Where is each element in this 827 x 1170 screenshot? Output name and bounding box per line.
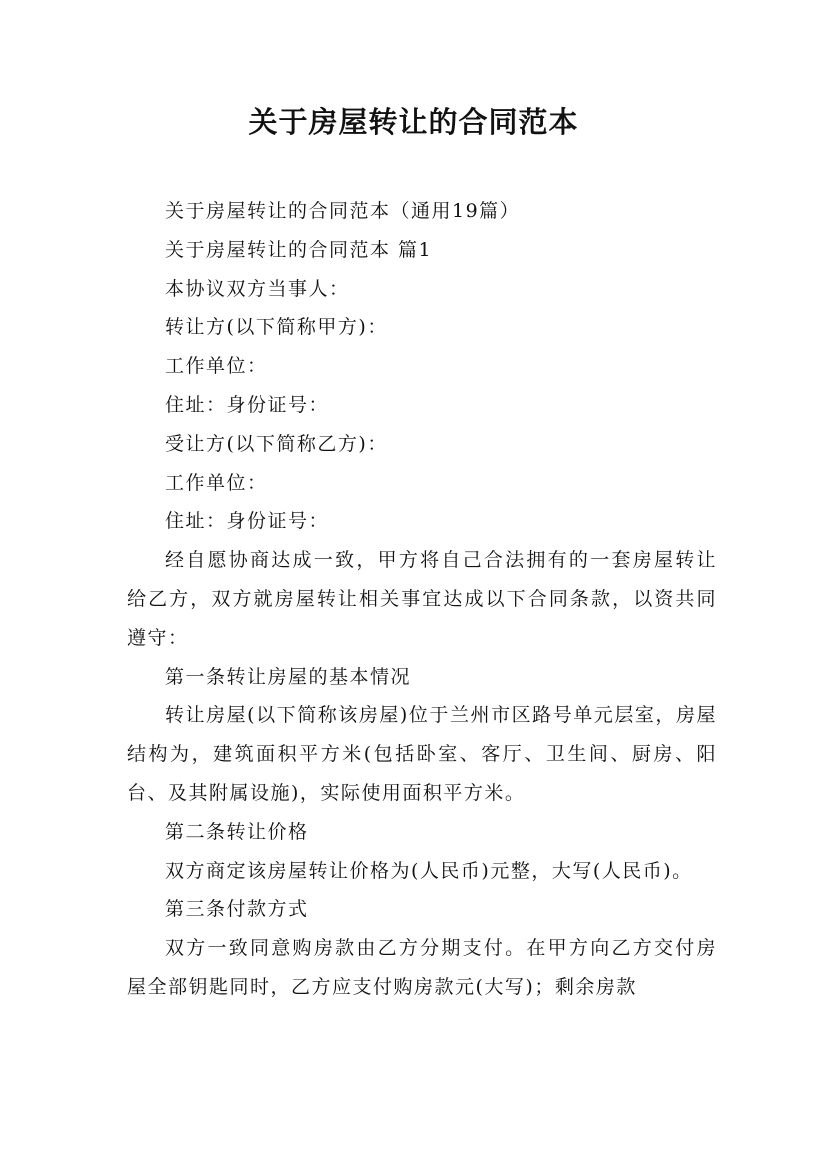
paragraph-transferee-employer: 工作单位： — [165, 471, 268, 494]
paragraph-transferor: 转让方(以下简称甲方)： — [165, 316, 388, 339]
paragraph-transferor-employer: 工作单位： — [165, 355, 268, 378]
paragraph-transferor-address-id: 住址：身份证号： — [165, 393, 330, 416]
paragraph-subtitle: 关于房屋转让的合同范本（通用19篇） — [165, 200, 521, 222]
paragraph-section-heading: 关于房屋转让的合同范本 篇1 — [165, 238, 433, 261]
paragraph-transferee-address-id: 住址：身份证号： — [165, 510, 330, 533]
paragraph-parties-intro: 本协议双方当事人： — [165, 277, 350, 300]
paragraph-article-3-heading: 第三条付款方式 — [165, 898, 309, 921]
paragraph-article-3-body: 双方一致同意购房款由乙方分期支付。在甲方向乙方交付房屋全部钥匙同时，乙方应支付购房款元(大写)；剩余房款 — [127, 937, 717, 998]
paragraph-article-2-heading: 第二条转让价格 — [165, 820, 309, 843]
paragraph-agreement-intro: 经自愿协商达成一致，甲方将自己合法拥有的一套房屋转让给乙方，双方就房屋转让相关事宜达成以下合同条款，以资共同遵守： — [127, 549, 717, 649]
paragraph-article-1-heading: 第一条转让房屋的基本情况 — [165, 665, 412, 688]
paragraph-article-1-body: 转让房屋(以下简称该房屋)位于兰州市区路号单元层室，房屋结构为，建筑面积平方米(包括卧室、客厅、卫生间、厨房、阳台、及其附属设施)，实际使用面积平方米。 — [127, 704, 717, 804]
paragraph-article-2-body: 双方商定该房屋转让价格为(人民币)元整，大写(人民币)。 — [165, 859, 693, 882]
document-title: 关于房屋转让的合同范本 — [248, 105, 579, 139]
paragraph-transferee: 受让方(以下简称乙方)： — [165, 432, 388, 455]
document-body — [127, 192, 717, 1007]
